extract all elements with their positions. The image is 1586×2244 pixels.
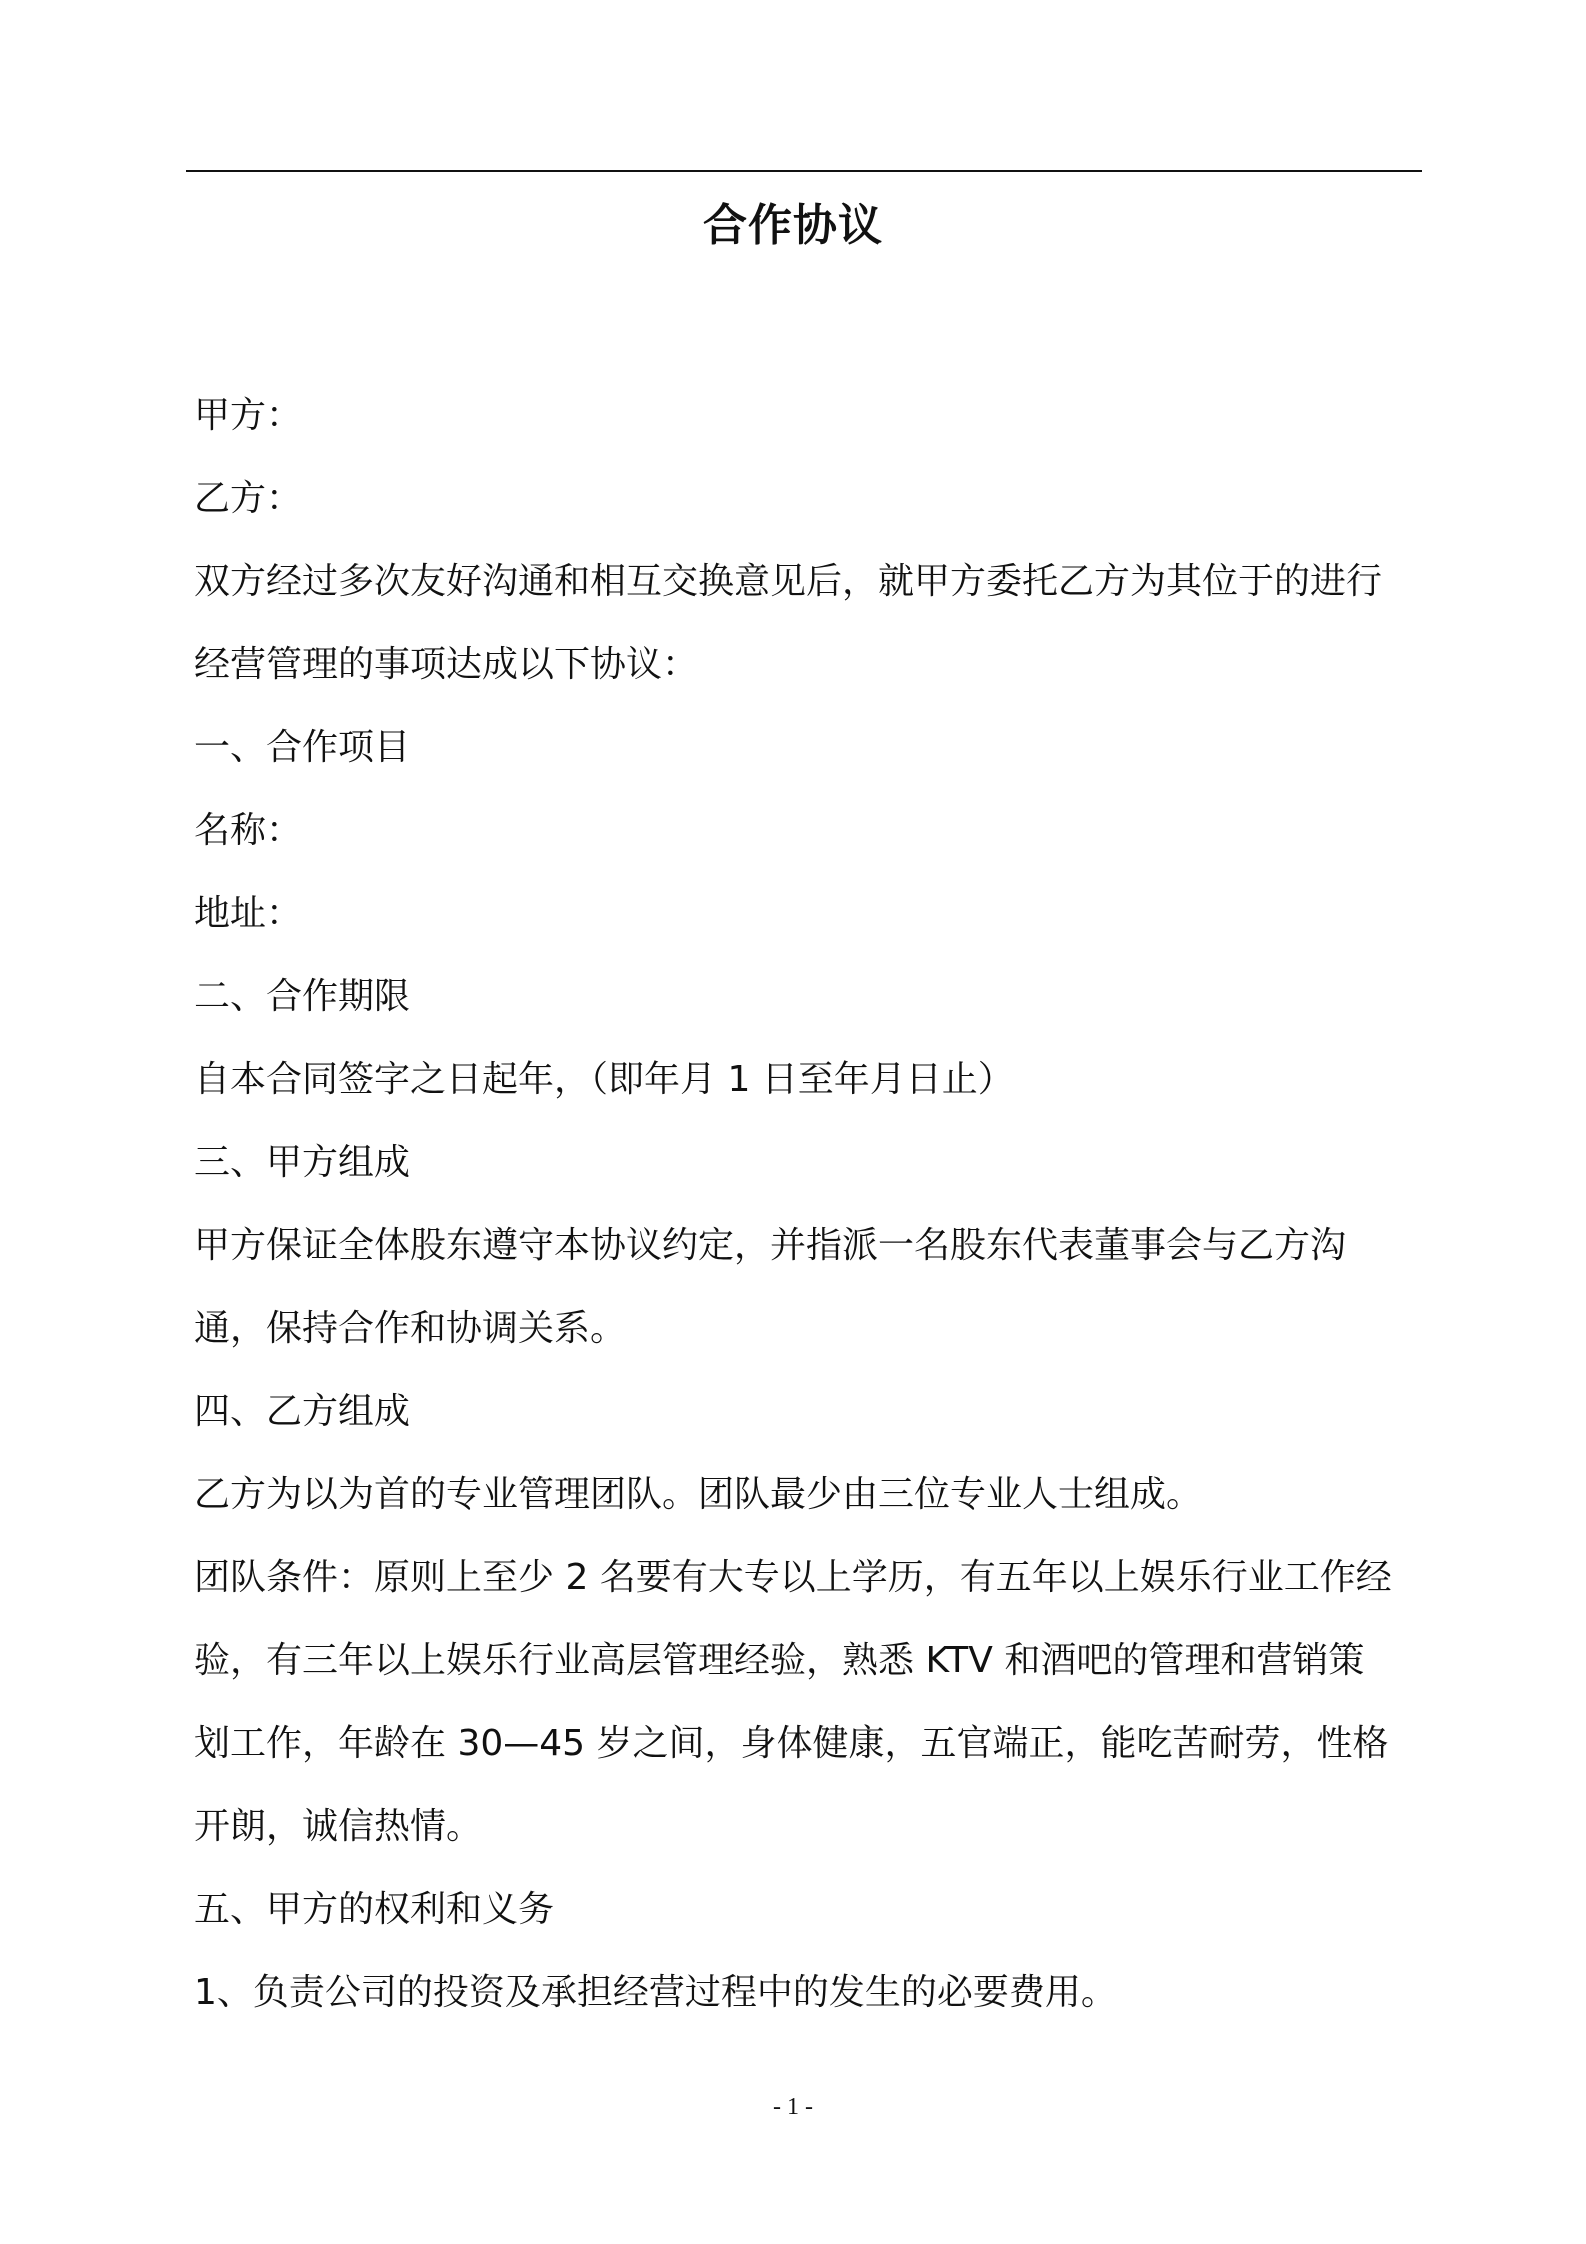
party-a-duty-1: 1、负责公司的投资及承担经营过程中的发生的必要费用。 (194, 1972, 1117, 2013)
project-name-line: 名称： (194, 810, 303, 851)
project-address-line: 地址： (194, 893, 303, 934)
party-b-composition-line: 乙方为以为首的专业管理团队。团队最少由三位专业人士组成。 (194, 1474, 1203, 1515)
section-heading-3: 三、甲方组成 (194, 1142, 411, 1183)
team-conditions-line-1: 团队条件：原则上至少 2 名要有大专以上学历，有五年以上娱乐行业工作经 (194, 1557, 1392, 1598)
party-a-composition-line-1: 甲方保证全体股东遵守本协议约定，并指派一名股东代表董事会与乙方沟 (194, 1225, 1347, 1266)
preamble-line-2: 经营管理的事项达成以下协议： (194, 644, 699, 685)
party-a-line: 甲方： (194, 395, 303, 436)
page-number: - 1 - (773, 2094, 813, 2120)
team-conditions-line-2: 验，有三年以上娱乐行业高层管理经验，熟悉 KTV 和酒吧的管理和营销策 (194, 1640, 1365, 1681)
preamble-line-1: 双方经过多次友好沟通和相互交换意见后，就甲方委托乙方为其位于的进行 (194, 561, 1383, 602)
document-title: 合作协议 (703, 200, 883, 251)
party-b-line: 乙方： (194, 478, 303, 519)
header-rule (186, 170, 1422, 172)
section-heading-2: 二、合作期限 (194, 976, 411, 1017)
section-heading-4: 四、乙方组成 (194, 1391, 411, 1432)
team-conditions-line-3: 划工作，年龄在 30—45 岁之间，身体健康，五官端正，能吃苦耐劳，性格 (194, 1723, 1389, 1764)
section-heading-5: 五、甲方的权利和义务 (194, 1889, 555, 1930)
section-heading-1: 一、合作项目 (194, 727, 411, 768)
party-a-composition-line-2: 通，保持合作和协调关系。 (194, 1308, 627, 1349)
term-line: 自本合同签字之日起年，（即年月 1 日至年月日止） (194, 1059, 1014, 1100)
team-conditions-line-4: 开朗，诚信热情。 (194, 1806, 483, 1847)
